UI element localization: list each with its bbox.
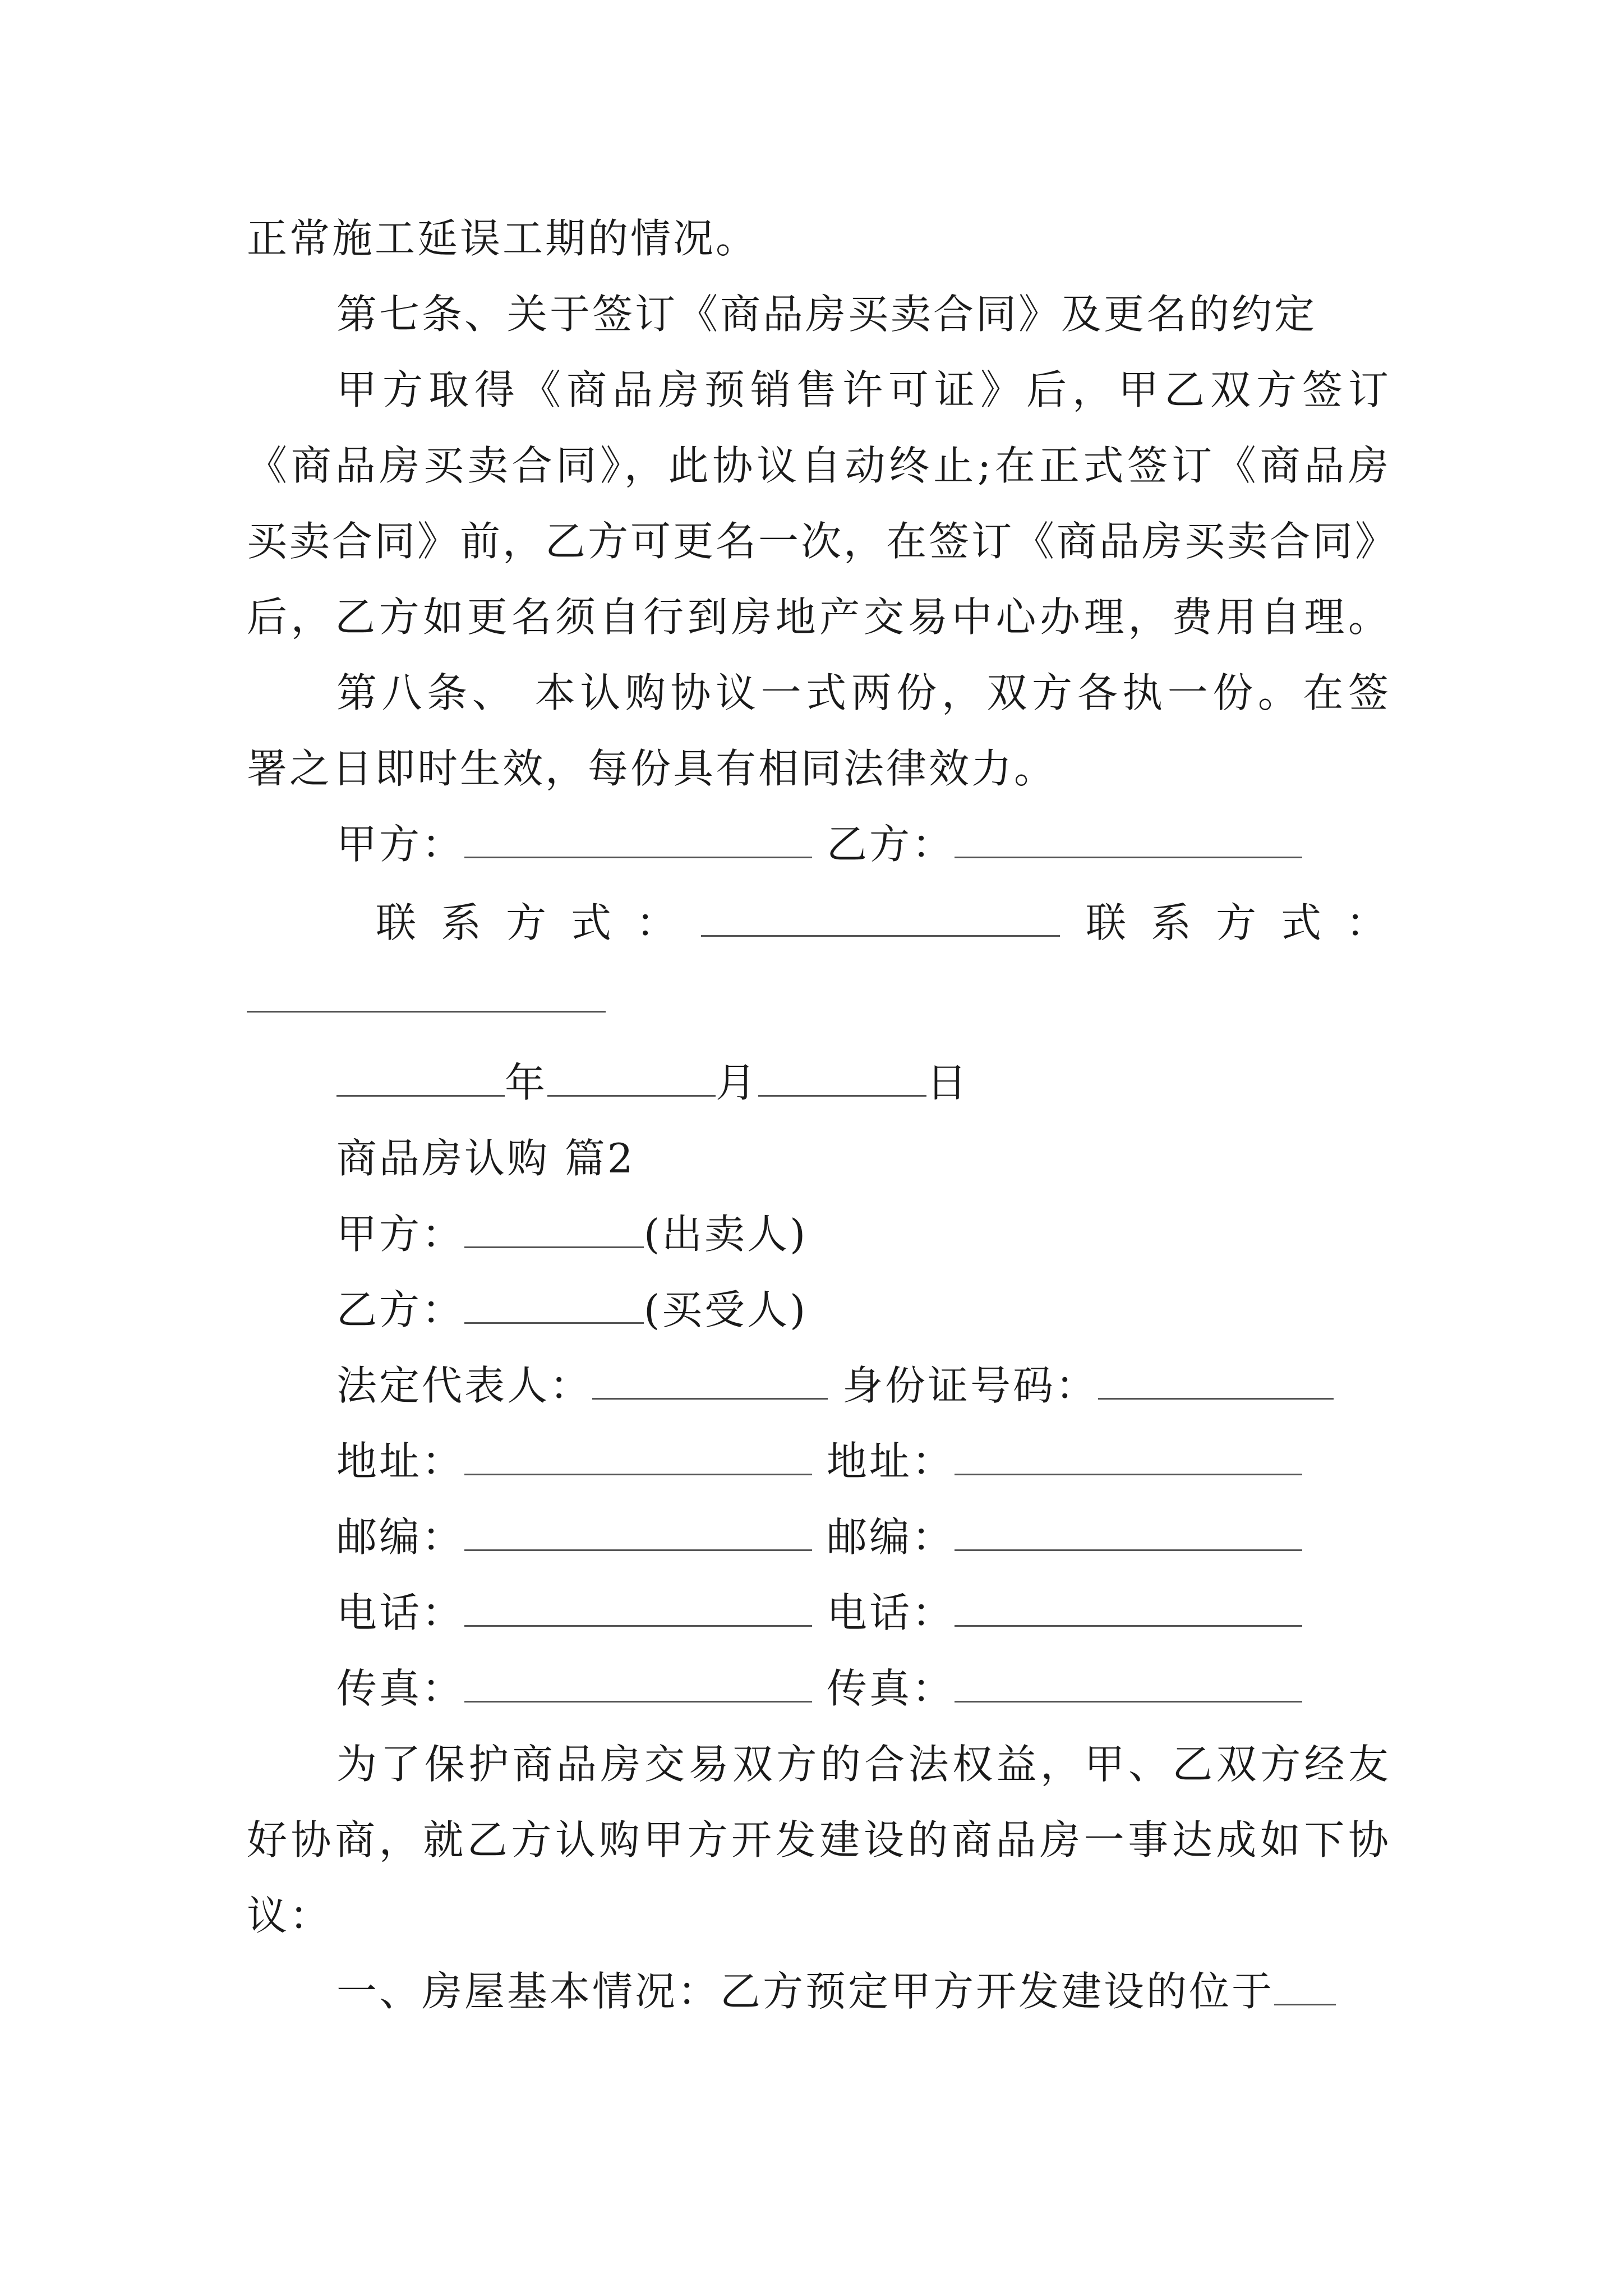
postcode-row xyxy=(336,1509,1481,1565)
article-7-title: 第七条、关于签订《商品房买卖合同》及更名的约定 xyxy=(336,291,1317,338)
article-8-text-1: 第八条、 本认购协议一式两份，双方各执一份。在签 xyxy=(336,669,1391,716)
address-a-blank xyxy=(464,1434,812,1475)
postcode-b-label: 邮编： xyxy=(827,1513,955,1561)
intro-paragraph-line-2 xyxy=(247,1812,1391,1868)
seller-role: (出卖人) xyxy=(644,1211,808,1258)
postcode-a-label: 邮编： xyxy=(336,1513,465,1561)
clause-1-blank xyxy=(1274,1964,1336,2005)
postcode-a-blank xyxy=(464,1510,812,1551)
party-a-sign-blank xyxy=(464,817,812,858)
address-a-label: 地址： xyxy=(336,1438,465,1485)
intro-paragraph-line-1 xyxy=(336,1736,1391,1792)
article-7-paragraph-line-1 xyxy=(336,362,1391,418)
signature-parties-row xyxy=(336,816,1481,872)
day-blank xyxy=(758,1056,926,1097)
phone-b-label: 电话： xyxy=(827,1589,955,1636)
fax-b-label: 传真： xyxy=(827,1665,955,1712)
id-number-label: 身份证号码： xyxy=(842,1362,1099,1409)
buyer-row xyxy=(336,1282,1481,1338)
article-7-text-2: 《商品房买卖合同》，此协议自动终止;在正式签订《商品房 xyxy=(247,442,1391,489)
article-7-paragraph-line-3 xyxy=(247,513,1398,569)
seller-row xyxy=(336,1206,1481,1262)
buyer-blank xyxy=(464,1283,644,1324)
address-b-blank xyxy=(955,1434,1302,1475)
clause-1-row xyxy=(336,1963,1391,2019)
article-7-text-3: 买卖合同》前，乙方可更名一次，在签订《商品房买卖合同》 xyxy=(247,518,1398,565)
contact-b-label: 联系方式： xyxy=(1086,899,1412,946)
day-label: 日 xyxy=(926,1059,970,1106)
seller-blank xyxy=(464,1207,644,1248)
year-blank xyxy=(336,1056,505,1097)
month-blank xyxy=(547,1056,716,1097)
phone-a-label: 电话： xyxy=(336,1589,465,1636)
party-b-sign-label: 乙方： xyxy=(827,821,955,868)
article-8-paragraph-line-1 xyxy=(336,665,1391,721)
phone-a-blank xyxy=(464,1586,812,1627)
address-row xyxy=(336,1433,1481,1489)
postcode-b-blank xyxy=(955,1510,1302,1551)
text-line-continuation: 正常施工延误工期的情况。 xyxy=(247,215,759,262)
date-row xyxy=(336,1055,1481,1111)
buyer-role: (买受人) xyxy=(644,1286,808,1333)
fax-a-blank xyxy=(464,1662,812,1703)
fax-a-label: 传真： xyxy=(336,1665,465,1712)
contact-a-label: 联系方式： xyxy=(376,899,702,946)
year-label: 年 xyxy=(505,1059,548,1106)
article-8-paragraph-line-2: 署之日即时生效，每份具有相同法律效力。 xyxy=(247,745,1057,792)
article-7-text-1: 甲方取得《商品房预销售许可证》后，甲乙双方签订 xyxy=(336,366,1391,413)
fax-row xyxy=(336,1660,1481,1717)
phone-row xyxy=(336,1585,1481,1641)
article-7-paragraph-line-2 xyxy=(247,438,1391,494)
party-a-sign-label: 甲方： xyxy=(336,821,465,868)
seller-label: 甲方： xyxy=(336,1211,465,1258)
phone-b-blank xyxy=(955,1586,1302,1627)
party-b-sign-blank xyxy=(955,817,1302,858)
clause-1-text: 一、房屋基本情况：乙方预定甲方开发建设的位于 xyxy=(336,1968,1275,2015)
contact-b-blank xyxy=(247,972,606,1013)
article-7-text-4: 后，乙方如更名须自行到房地产交易中心办理，费用自理。 xyxy=(247,593,1391,641)
id-number-blank xyxy=(1098,1359,1334,1400)
intro-text-1: 为了保护商品房交易双方的合法权益，甲、乙双方经友 xyxy=(336,1741,1391,1788)
address-b-label: 地址： xyxy=(827,1438,955,1485)
intro-paragraph-line-3: 议： xyxy=(247,1892,333,1939)
legal-rep-row xyxy=(336,1358,1481,1414)
legal-rep-blank xyxy=(592,1359,828,1400)
contact-a-blank xyxy=(701,896,1060,937)
contact-b-blank-row xyxy=(247,970,1391,1027)
article-7-paragraph-line-4 xyxy=(247,589,1391,645)
intro-text-2: 好协商，就乙方认购甲方开发建设的商品房一事达成如下协 xyxy=(247,1816,1391,1864)
buyer-label: 乙方： xyxy=(336,1286,465,1333)
legal-rep-label: 法定代表人： xyxy=(336,1362,593,1409)
fax-b-blank xyxy=(955,1662,1302,1703)
section-2-title: 商品房认购 篇2 xyxy=(336,1135,635,1182)
contact-row xyxy=(376,895,1520,951)
month-label: 月 xyxy=(716,1059,759,1106)
